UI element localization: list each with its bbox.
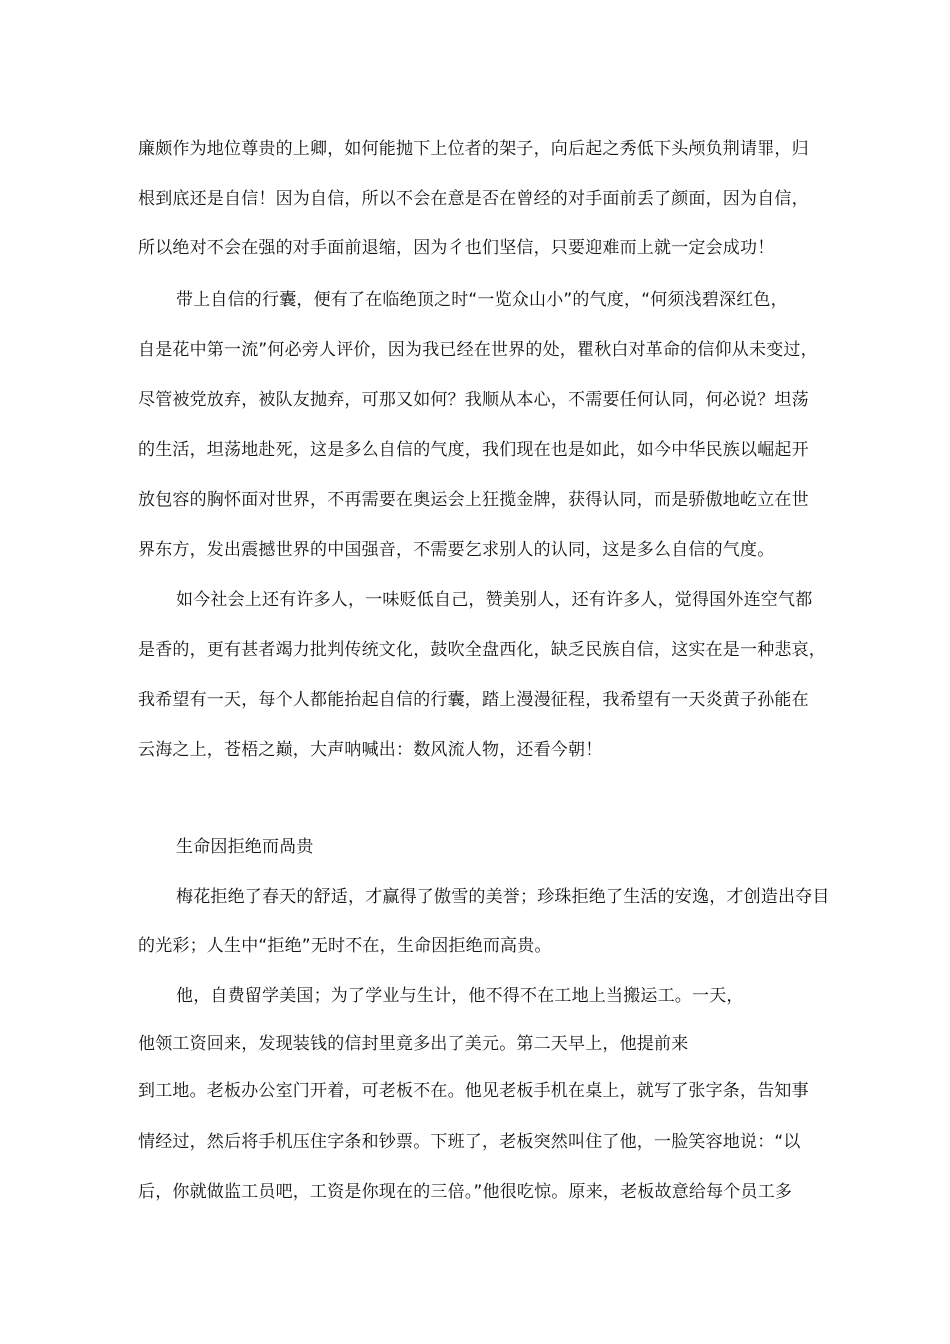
text-line: 的光彩；人生中“拒绝”无时不在，生命因拒绝而高贵。 [138, 936, 552, 956]
text-line: 所以绝对不会在强的对手面前退缩，因为彳也们坚信，只要迎难而上就一定会成功！ [138, 238, 775, 258]
text-line: 的生活，坦荡地赴死，这是多么自信的气度，我们现在也是如此，如今中华民族以崛起开 [138, 440, 809, 460]
text-line: 我希望有一天，每个人都能抬起自信的行囊，踏上漫漫征程，我希望有一天炎黄子孙能在 [138, 690, 809, 710]
text-line: 情经过，然后将手机压住字条和钞票。下班了，老板突然叫住了他，一脸笑容地说：“以 [138, 1132, 801, 1152]
text-line: 他领工资回来，发现装钱的信封里竟多出了美元。第二天早上，他提前来 [138, 1034, 689, 1054]
paragraph-first-line: 带上自信的行囊，便有了在临绝顶之时“一览众山小”的气度，“何须浅碧深红色， [176, 290, 788, 310]
text-line: 界东方，发出震撼世界的中国强音，不需要乞求别人的认同，这是多么自信的气度。 [138, 540, 775, 560]
text-line: 到工地。老板办公室门开着，可老板不在。他见老板手机在桌上，就写了张字条，告知事 [138, 1081, 809, 1101]
paragraph-first-line: 他，自费留学美国；为了学业与生计，他不得不在工地上当搬运工。一天， [176, 986, 744, 1006]
text-line: 云海之上，苍梧之巅，大声呐喊出：数风流人物，还看今朝！ [138, 740, 603, 760]
text-line: 廉颇作为地位尊贵的上卿，如何能抛下上位者的架子，向后起之秀低下头颅负荆请罪，归 [138, 139, 809, 159]
text-line: 放包容的胸怀面对世界，不再需要在奥运会上狂揽金牌，获得认同，而是骄傲地屹立在世 [138, 490, 809, 510]
paragraph-first-line: 如今社会上还有许多人，一味贬低自己，赞美别人，还有许多人，觉得国外连空气都 [176, 590, 813, 610]
text-line: 后，你就做监工员吧，工资是你现在的三倍。”他很吃惊。原来，老板故意给每个员工多 [138, 1182, 793, 1202]
text-line: 根到底还是自信！因为自信，所以不会在意是否在曾经的对手面前丢了颜面，因为自信， [138, 189, 809, 209]
text-line: 自是花中第一流”何必旁人评价，因为我已经在世界的处，瞿秋白对革命的信仰从未变过， [138, 340, 818, 360]
text-line: 是香的，更有甚者竭力批判传统文化，鼓吹全盘西化，缺乏民族自信，这实在是一种悲哀， [138, 640, 826, 660]
text-line: 尽管被党放弃，被队友抛弃，可那又如何？我顺从本心，不需要任何认同，何必说？坦荡 [138, 390, 809, 410]
paragraph-first-line: 梅花拒绝了春天的舒适，才赢得了傲雪的美誉；珍珠拒绝了生活的安逸，才创造出夺目 [176, 887, 830, 907]
section-title: 生命因拒绝而咼贵 [176, 837, 314, 857]
